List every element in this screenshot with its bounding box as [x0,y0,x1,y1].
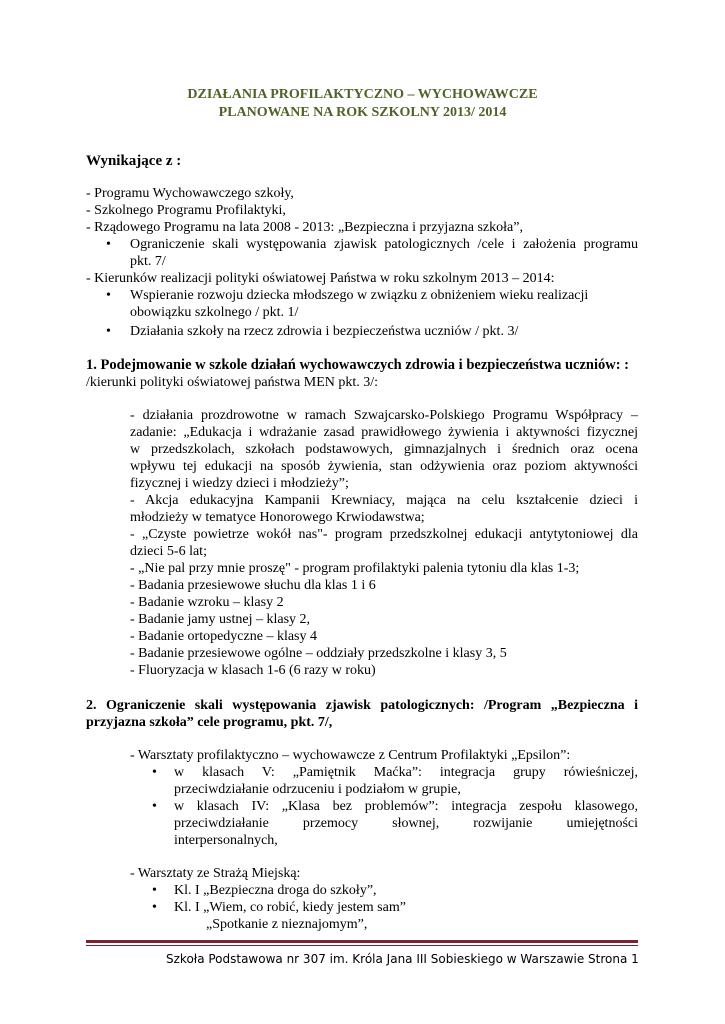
intro-bullet-cont: obowiązku szkolnego / pkt. 1/ [130,305,299,320]
s2-bullet: w klasach IV: „Klasa bez problemów”: integracja zespołu klasowego, [174,799,638,814]
footer-page-number: Strona 1 [588,952,639,966]
s1-text: - „Czyste powietrze wokół nas"- program przedszkolnej edukacji antytytoniowej dla [130,527,638,542]
s2-bullet-cont: przeciwdziałanie odrzuceniu i podziałom w grupie, [174,782,461,797]
s2-text: - Warsztaty ze Strażą Miejską: [130,866,301,881]
s1-text: - Badanie przesiewowe ogólne – oddziały przedszkolne i klasy 3, 5 [130,646,507,661]
intro-line: - Szkolnego Programu Profilaktyki, [86,203,286,218]
footer-rule [86,940,638,943]
s1-text: wpływu tej edukacji na sposób żywienia, stan odżywienia oraz poziom aktywności [130,459,638,474]
intro-line: - Kierunków realizacji polityki oświatowej Państwa w roku szkolnym 2013 – 2014: [86,271,555,286]
s1-text: - Badanie wzroku – klasy 2 [130,595,284,610]
intro-heading: Wynikające z : [86,153,182,169]
s2-bullet-cont: przeciwdziałanie przemocy słownej, rozwijanie umiejętności [174,816,638,831]
bullet-icon: • [152,799,157,814]
footer-rule [86,945,638,946]
s1-text: zadanie: „Edukacja i wdrażanie zasad prawidłowego żywienia i aktywności fizycznej [130,425,638,440]
bullet-icon: • [106,237,111,252]
bullet-icon: • [106,324,111,339]
s1-text: - Badanie ortopedyczne – klasy 4 [130,629,317,644]
intro-bullet-cont: pkt. 7/ [130,254,166,269]
s1-text: - „Nie pal przy mnie proszę" - program profilaktyki palenia tytoniu dla klas 1-3; [130,561,580,576]
s1-text: - Fluoryzacja w klasach 1-6 (6 razy w roku) [130,663,376,678]
intro-bullet: Ograniczenie skali występowania zjawisk patologicznych /cele i założenia programu [130,237,638,252]
bullet-icon: • [106,288,111,303]
s1-text: - Akcja edukacyjna Kampanii Krewniacy, mająca na celu kształcenie dzieci i [130,493,638,508]
section-2-heading: 2. Ograniczenie skali występowania zjawisk patologicznych: /Program „Bezpieczna i [86,698,638,713]
s1-text: - Badania przesiewowe słuchu dla klas 1 i 6 [130,578,376,593]
intro-line: - Programu Wychowawczego szkoły, [86,186,294,201]
s2-bullet: w klasach V: „Pamiętnik Maćka”: integracja grupy rówieśniczej, [174,765,638,780]
section-1-heading: 1. Podejmowanie w szkole działań wychowawczych zdrowia i bezpieczeństwa uczniów: : [86,357,630,373]
bullet-icon: • [152,765,157,780]
section-1-sub: /kierunki polityki oświatowej państwa MEN pkt. 3/: [86,375,379,390]
s1-text: dzieci 5-6 lat; [130,544,207,559]
footer-school: Szkoła Podstawowa nr 307 im. Króla Jana III Sobieskiego w Warszawie [166,952,585,966]
s1-text: w przedszkolach, szkołach podstawowych, gimnazjalnych i średnich oraz ocena [130,442,638,457]
s2-bullet: Kl. I „Wiem, co robić, kiedy jestem sam” [174,900,406,915]
bullet-icon: • [152,883,157,898]
intro-bullet: Wspieranie rozwoju dziecka młodszego w związku z obniżeniem wieku realizacji [130,288,589,303]
s1-text: - działania prozdrowotne w ramach Szwajcarsko-Polskiego Programu Współpracy – [130,408,638,423]
s1-text: - Badanie jamy ustnej – klasy 2, [130,612,311,627]
s1-text: fizycznej i wiedzy dzieci i młodzieży”; [130,476,349,491]
page-subtitle: PLANOWANE NA ROK SZKOLNY 2013/ 2014 [218,105,507,120]
bullet-icon: • [152,900,157,915]
s1-text: młodzieży w tematyce Honorowego Krwiodawstwa; [130,510,425,525]
s2-bullet: Kl. I „Bezpieczna droga do szkoły”, [174,883,377,898]
s2-bullet-cont: interpersonalnych, [174,833,278,848]
section-2-heading-cont: przyjazna szkoła” cele programu, pkt. 7/, [86,715,333,730]
s2-text: - Warsztaty profilaktyczno – wychowawcze z Centrum Profilaktyki „Epsilon”: [130,748,571,763]
page-title: DZIAŁANIA PROFILAKTYCZNO – WYCHOWAWCZE [187,87,538,102]
intro-bullet: Działania szkoły na rzecz zdrowia i bezpieczeństwa uczniów / pkt. 3/ [130,324,519,339]
intro-line: - Rządowego Programu na lata 2008 - 2013: „Bezpieczna i przyjazna szkoła”, [86,220,523,235]
s2-bullet-cont: „Spotkanie z nieznajomym”, [206,917,368,932]
